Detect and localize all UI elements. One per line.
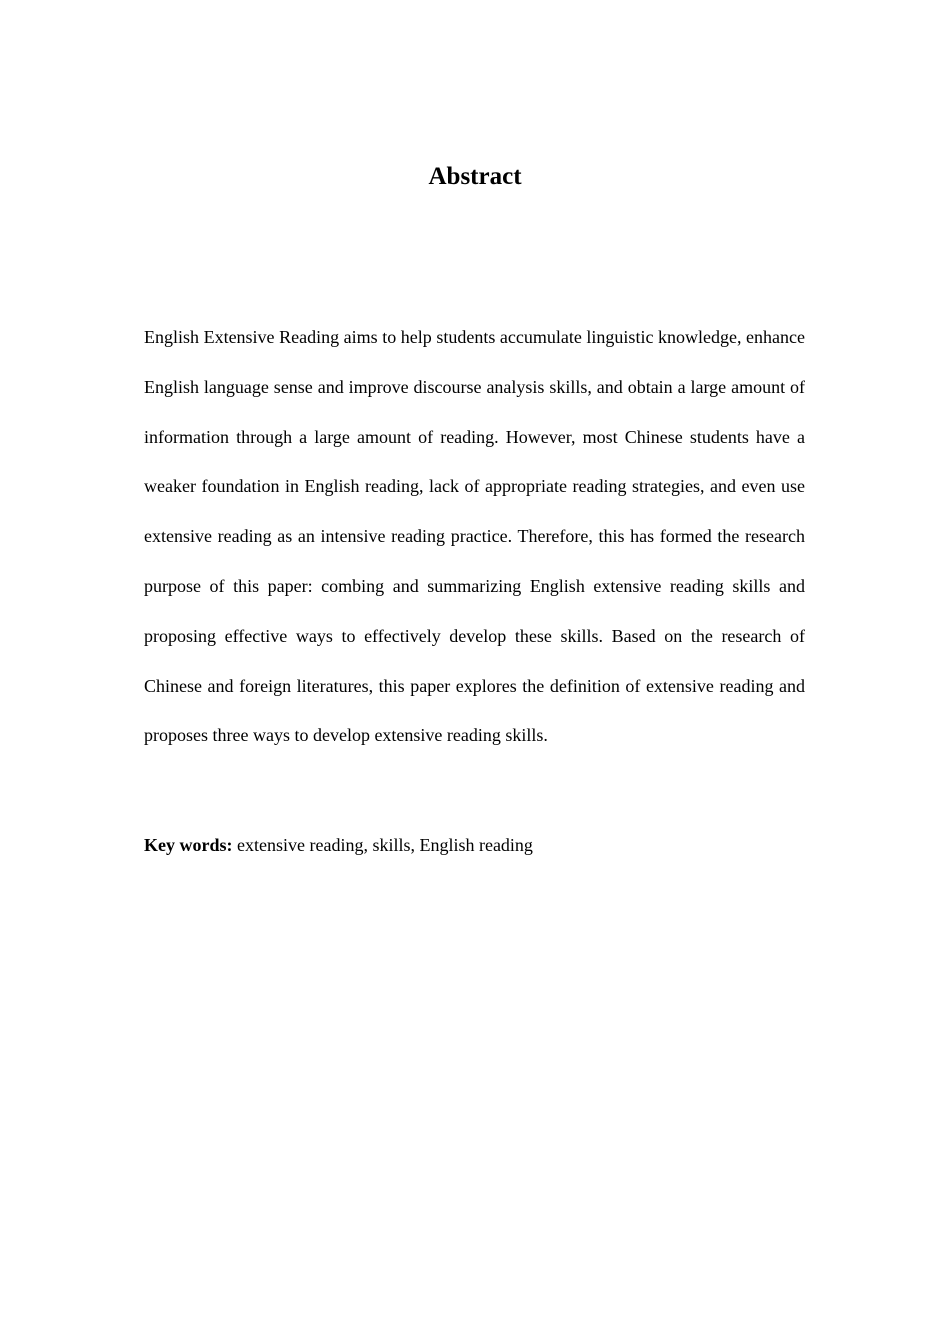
keywords-value: extensive reading, skills, English reading xyxy=(237,835,533,855)
keywords-line xyxy=(144,830,805,860)
page-title: Abstract xyxy=(428,163,522,190)
abstract-paragraph: English Extensive Reading aims to help students accumulate linguistic knowledge, enhance English language sense and improve discourse analysis skills, and obtain a large amount of information through a large amount of reading. However, most Chinese students have a weaker foundation in English reading, lack of appropriate reading strategies, and even use extensive reading as an intensive reading practice. Therefore, this has formed the research purpose of this paper: combing and summarizing English extensive reading skills and proposing effective ways to effectively develop these skills. Based on the research of Chinese and foreign literatures, this paper explores the definition of extensive reading and proposes three ways to develop extensive reading skills. xyxy=(144,327,805,746)
keywords-label: Key words: xyxy=(144,835,233,855)
